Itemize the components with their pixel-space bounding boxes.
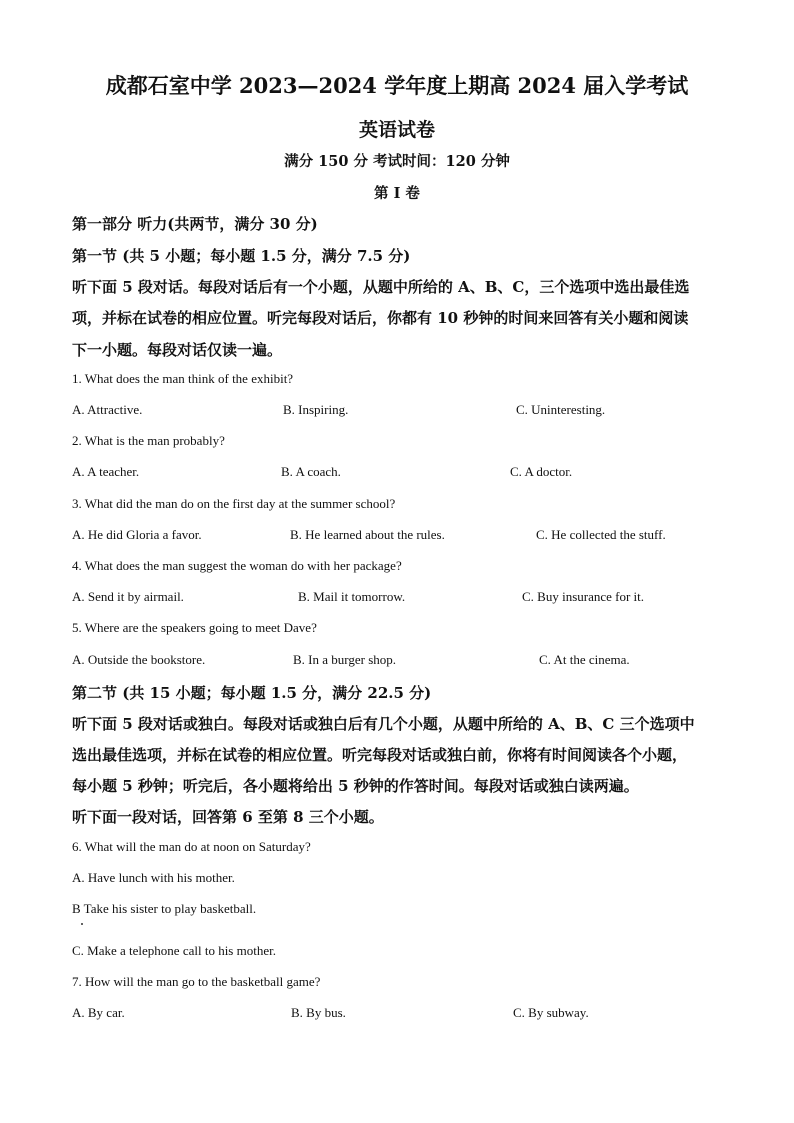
question-stem: 4. What does the man suggest the woman do with her package? [72,558,402,573]
section1-instruction-line: 下一小题。每段对话仅读一遍。 [72,341,283,359]
section1-instruction-line: 项，并标在试卷的相应位置。听完每段对话后，你都有 10 秒钟的时间来回答有关小题和阅读 [72,309,689,327]
option-b: B. In a burger shop. [293,652,397,667]
option-b: B. A coach. [281,464,341,479]
option-b: B Take his sister to play basketball. [72,901,257,916]
option-a: A. By car. [72,1005,125,1020]
option-b: B. By bus. [291,1005,346,1020]
section2-intro: 听下面一段对话，回答第 6 至第 8 三个小题。 [72,808,384,826]
exam-meta: 满分 150 分 考试时间：120 分钟 [284,153,510,170]
option-a: A. Send it by airmail. [72,589,184,604]
option-a: A. Have lunch with his mother. [72,870,235,885]
option-c: C. Buy insurance for it. [522,589,645,604]
option-b: B. Inspiring. [283,402,349,417]
question-stem: 6. What will the man do at noon on Saturday? [72,839,311,854]
scan-speck [81,923,83,925]
section2-heading: 第二节 (共 15 小题；每小题 1.5 分，满分 22.5 分) [72,684,432,702]
exam-title: 成都石室中学 2023—2024 学年度上期高 2024 届入学考试 [105,73,689,98]
option-a: A. He did Gloria a favor. [72,527,202,542]
option-c: C. By subway. [513,1005,589,1020]
option-a: A. Attractive. [72,402,143,417]
option-c: C. A doctor. [510,464,573,479]
exam-volume: 第 I 卷 [374,185,420,202]
option-b: B. Mail it tomorrow. [298,589,406,604]
option-c: C. At the cinema. [539,652,630,667]
question-stem: 3. What did the man do on the first day at the summer school? [72,496,396,511]
section1-heading: 第一节 (共 5 小题；每小题 1.5 分，满分 7.5 分) [72,247,411,265]
option-b: B. He learned about the rules. [290,527,445,542]
exam-subject: 英语试卷 [358,119,435,141]
question-stem: 2. What is the man probably? [72,433,225,448]
option-a: A. A teacher. [72,464,140,479]
section2-instruction-line: 选出最佳选项，并标在试卷的相应位置。听完每段对话或独白前，你将有时间阅读各个小题， [72,746,688,764]
question-stem: 7. How will the man go to the basketball game? [72,974,321,989]
question-stem: 5. Where are the speakers going to meet Dave? [72,620,317,635]
option-c: C. Uninteresting. [516,402,606,417]
section2-instruction-line: 听下面 5 段对话或独白。每段对话或独白后有几个小题，从题中所给的 A、B、C 三个选项中 [72,715,695,733]
question-stem: 1. What does the man think of the exhibit? [72,371,294,386]
section1-instruction-line: 听下面 5 段对话。每段对话后有一个小题，从题中所给的 A、B、C，三个选项中选出最佳选 [72,278,690,296]
option-a: A. Outside the bookstore. [72,652,206,667]
option-c: C. He collected the stuff. [536,527,666,542]
option-c: C. Make a telephone call to his mother. [72,943,276,958]
section2-instruction-line: 每小题 5 秒钟；听完后，各小题将给出 5 秒钟的作答时间。每段对话或独白读两遍。 [72,777,639,795]
part1-heading: 第一部分 听力(共两节，满分 30 分) [72,215,318,233]
